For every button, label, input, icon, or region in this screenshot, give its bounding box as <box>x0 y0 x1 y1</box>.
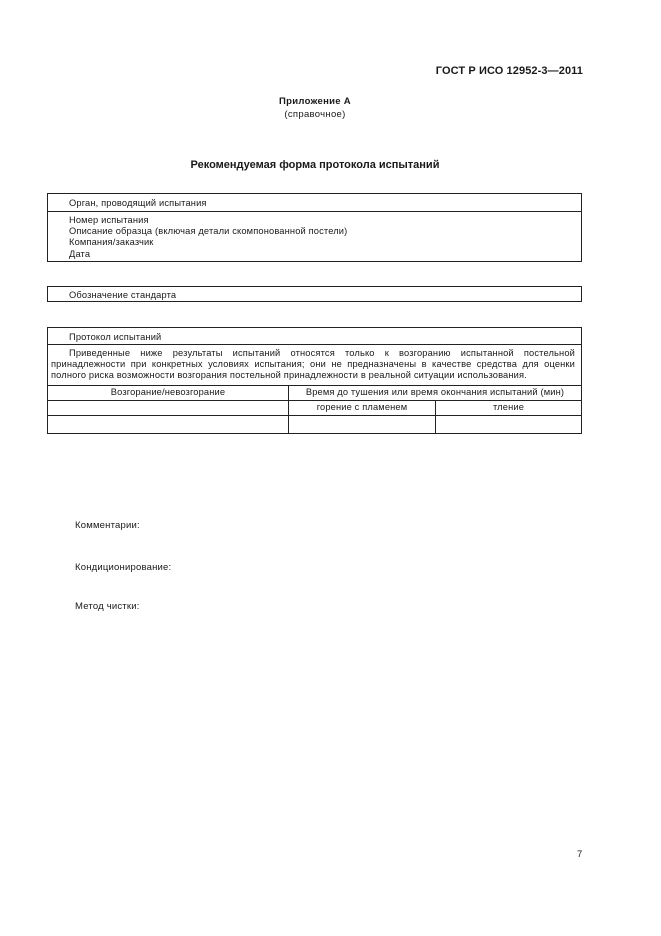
page-number: 7 <box>577 849 583 860</box>
standard-designation-label: Обозначение стандарта <box>69 290 177 300</box>
testing-organization-box <box>47 193 582 262</box>
appendix-title: Приложение А <box>279 96 351 107</box>
table-row <box>48 416 581 434</box>
cleaning-method-label: Метод чистки: <box>75 601 140 612</box>
smouldering-subheader: тление <box>436 401 582 416</box>
field-company-customer: Компания/заказчик <box>69 237 154 248</box>
empty-cell <box>48 401 289 416</box>
table-row <box>48 401 581 416</box>
test-report-box <box>47 327 582 434</box>
test-report-title: Протокол испытаний <box>48 328 581 345</box>
field-test-number: Номер испытания <box>69 215 149 225</box>
table-row <box>48 386 581 401</box>
empty-cell <box>436 416 582 434</box>
standard-designation-box <box>47 286 582 302</box>
empty-cell <box>289 416 436 434</box>
document-standard-header: ГОСТ Р ИСО 12952-3—2011 <box>435 65 583 77</box>
test-report-note: Приведенные ниже результаты испытаний относятся только к возгоранию испытанной постельной принадлежности при конкретных условиях испытания; они не предназначены в качестве средства для оценки полного риска возможности возгорания постельной принадлежности в реальной ситуации использования. <box>48 345 581 386</box>
time-header: Время до тушения или время окончания испытаний (мин) <box>289 386 582 401</box>
conditioning-label: Кондиционирование: <box>75 562 172 573</box>
field-date: Дата <box>69 248 91 259</box>
empty-cell <box>48 416 289 434</box>
form-title: Рекомендуемая форма протокола испытаний <box>190 159 440 171</box>
testing-organization-label: Орган, проводящий испытания <box>48 194 581 212</box>
comments-label: Комментарии: <box>75 520 140 531</box>
field-sample-description: Описание образца (включая детали скомпонованной постели) <box>69 226 348 237</box>
results-table <box>48 386 581 433</box>
flaming-subheader: горение с пламенем <box>289 401 436 416</box>
test-details-fields <box>48 212 581 261</box>
ignition-header: Возгорание/невозгорание <box>48 386 289 401</box>
appendix-subtitle: (справочное) <box>284 109 346 120</box>
